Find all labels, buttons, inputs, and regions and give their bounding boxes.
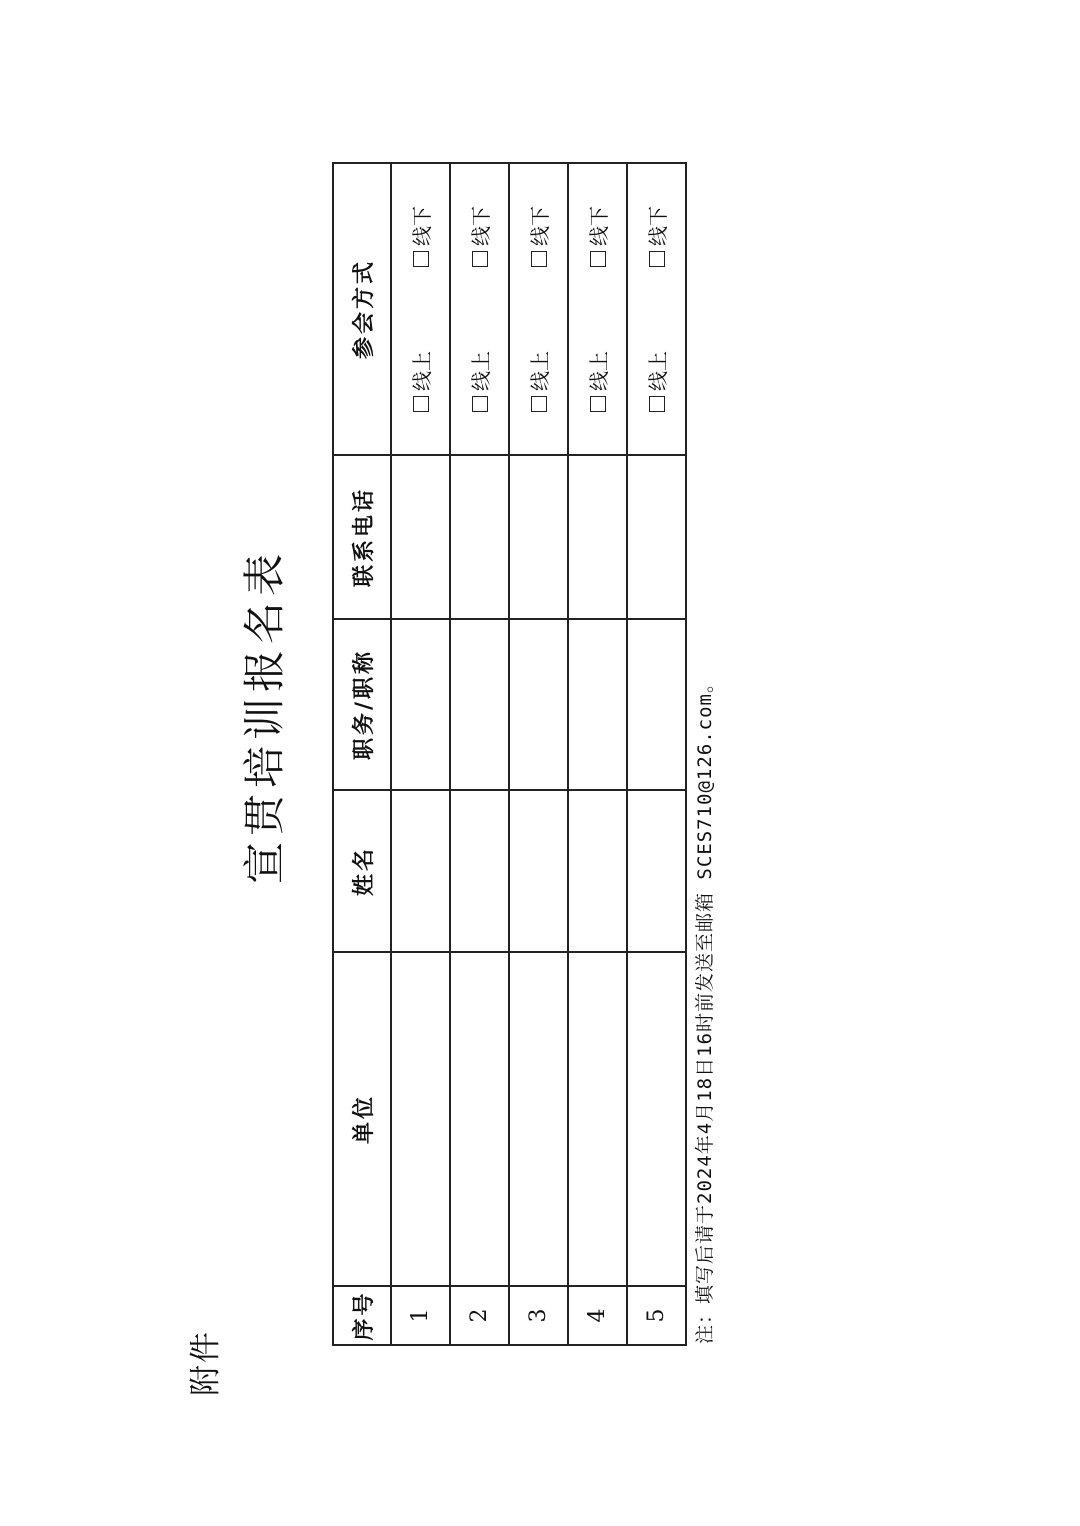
online-option[interactable]: [583, 351, 612, 412]
position-cell[interactable]: [391, 619, 450, 790]
position-cell[interactable]: [627, 619, 686, 790]
online-option[interactable]: [406, 351, 435, 412]
header-seq: 序号: [333, 1286, 391, 1345]
attendance-mode-cell: [627, 163, 686, 455]
row-seq: 4: [568, 1286, 627, 1345]
header-phone: 联系电话: [333, 455, 391, 619]
table-row: [568, 163, 627, 1345]
name-cell[interactable]: [627, 790, 686, 952]
offline-label: 线下: [469, 206, 493, 246]
row-seq: 2: [450, 1286, 509, 1345]
online-label: 线上: [646, 351, 670, 391]
row-seq: 5: [627, 1286, 686, 1345]
offline-label: 线下: [646, 206, 670, 246]
position-cell[interactable]: [450, 619, 509, 790]
offline-checkbox[interactable]: [472, 251, 488, 267]
unit-cell[interactable]: [627, 952, 686, 1286]
phone-cell[interactable]: [450, 455, 509, 619]
offline-label: 线下: [410, 206, 434, 246]
row-seq: 3: [509, 1286, 568, 1345]
phone-cell[interactable]: [391, 455, 450, 619]
online-option[interactable]: [524, 351, 553, 412]
online-checkbox[interactable]: [472, 396, 488, 412]
online-label: 线上: [410, 351, 434, 391]
offline-option[interactable]: [406, 206, 435, 267]
unit-cell[interactable]: [568, 952, 627, 1286]
online-checkbox[interactable]: [590, 396, 606, 412]
offline-option[interactable]: [465, 206, 494, 267]
attachment-label: 附件: [188, 1330, 224, 1396]
offline-option[interactable]: [583, 206, 612, 267]
name-cell[interactable]: [391, 790, 450, 952]
offline-checkbox[interactable]: [649, 251, 665, 267]
offline-checkbox[interactable]: [531, 251, 547, 267]
table-row: [627, 163, 686, 1345]
header-attendance-mode: 参会方式: [333, 163, 391, 455]
offline-checkbox[interactable]: [413, 251, 429, 267]
attendance-mode-cell: [509, 163, 568, 455]
attendance-mode-cell: [391, 163, 450, 455]
phone-cell[interactable]: [509, 455, 568, 619]
offline-checkbox[interactable]: [590, 251, 606, 267]
name-cell[interactable]: [450, 790, 509, 952]
phone-cell[interactable]: [568, 455, 627, 619]
header-unit: 单位: [333, 952, 391, 1286]
registration-table: [332, 162, 687, 1346]
online-checkbox[interactable]: [649, 396, 665, 412]
online-option[interactable]: [642, 351, 671, 412]
table-row: [450, 163, 509, 1345]
header-name: 姓名: [333, 790, 391, 952]
name-cell[interactable]: [568, 790, 627, 952]
unit-cell[interactable]: [450, 952, 509, 1286]
position-cell[interactable]: [568, 619, 627, 790]
header-position: 职务/职称: [333, 619, 391, 790]
table-row: [391, 163, 450, 1345]
online-option[interactable]: [465, 351, 494, 412]
form-title: 宣贯培训报名表: [240, 548, 289, 885]
position-cell[interactable]: [509, 619, 568, 790]
offline-label: 线下: [587, 206, 611, 246]
unit-cell[interactable]: [391, 952, 450, 1286]
offline-option[interactable]: [642, 206, 671, 267]
offline-label: 线下: [528, 206, 552, 246]
name-cell[interactable]: [509, 790, 568, 952]
submission-note: 注：填写后请于2024年4月18日16时前发送至邮箱 SCES710@126.com。: [694, 673, 716, 1344]
unit-cell[interactable]: [509, 952, 568, 1286]
table-header-row: [333, 163, 391, 1345]
online-label: 线上: [528, 351, 552, 391]
row-seq: 1: [391, 1286, 450, 1345]
table-row: [509, 163, 568, 1345]
attendance-mode-cell: [450, 163, 509, 455]
offline-option[interactable]: [524, 206, 553, 267]
online-checkbox[interactable]: [413, 396, 429, 412]
phone-cell[interactable]: [627, 455, 686, 619]
online-label: 线上: [469, 351, 493, 391]
online-label: 线上: [587, 351, 611, 391]
attendance-mode-cell: [568, 163, 627, 455]
online-checkbox[interactable]: [531, 396, 547, 412]
